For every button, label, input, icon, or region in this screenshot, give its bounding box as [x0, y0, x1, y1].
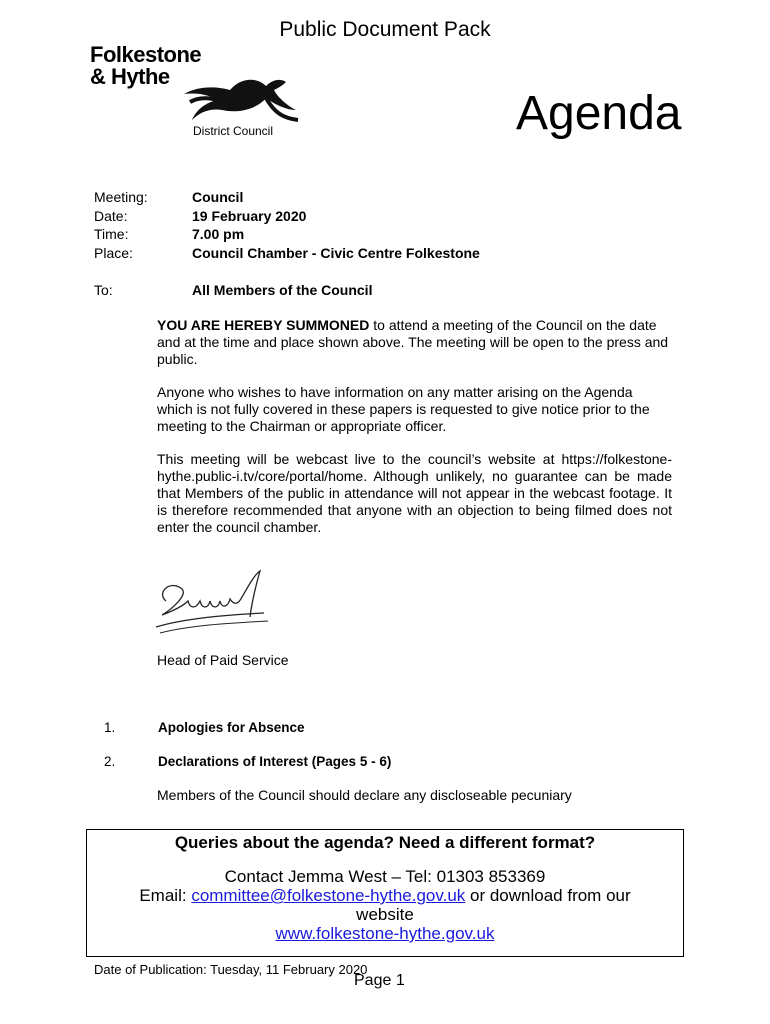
- document-pack-label: Public Document Pack: [279, 18, 491, 41]
- agenda-item: [104, 754, 391, 769]
- signatory-title: Head of Paid Service: [157, 652, 289, 668]
- summons-text: to attend a meeting of the Council on the date and at the time and place shown above. The meeting will be open to the press and public.: [157, 317, 669, 367]
- agenda-item: [104, 720, 305, 735]
- queries-box: [86, 829, 684, 957]
- website-word: website: [356, 905, 414, 924]
- item-description: Members of the Council should declare any discloseable pecuniary: [157, 787, 572, 803]
- email-prefix: Email:: [139, 886, 192, 905]
- item-title: Declarations of Interest (Pages 5 - 6): [158, 754, 392, 769]
- logo-subtitle: District Council: [193, 124, 274, 138]
- page-number: Page 1: [354, 972, 405, 989]
- email-suffix: or download from our: [465, 886, 631, 905]
- publication-date: Date of Publication: Tuesday, 11 February 2020: [94, 962, 368, 977]
- item-title: Apologies for Absence: [158, 720, 305, 735]
- email-line: [87, 886, 683, 905]
- email-link[interactable]: committee@folkestone-hythe.gov.uk: [191, 886, 466, 905]
- detail-label: Date:: [94, 207, 128, 224]
- meeting-details: [94, 188, 480, 262]
- summons-bold: YOU ARE HEREBY SUMMONED: [157, 317, 370, 333]
- detail-value: Council: [192, 189, 244, 205]
- to-label: To:: [94, 282, 113, 298]
- place-row: [94, 244, 480, 263]
- to-value: All Members of the Council: [192, 282, 373, 298]
- detail-label: Meeting:: [94, 189, 148, 205]
- queries-heading: Queries about the agenda? Need a different format?: [174, 833, 596, 852]
- detail-label: Time:: [94, 226, 129, 242]
- signature-image: [152, 565, 272, 637]
- information-paragraph: Anyone who wishes to have information on any matter arising on the Agenda which is not fully covered in these papers is requested to give notice prior to the meeting to the Chairman or appropriate officer.: [157, 384, 650, 434]
- item-number: 1.: [104, 720, 116, 735]
- detail-value: 7.00 pm: [192, 226, 245, 242]
- agenda-title: Agenda: [516, 87, 682, 140]
- date-row: [94, 207, 480, 226]
- detail-label: Place:: [94, 244, 133, 261]
- summons-paragraph: [157, 317, 672, 368]
- council-logo: [90, 44, 300, 144]
- detail-value: Council Chamber - Civic Centre Folkestone: [192, 244, 480, 261]
- recipients-row: [94, 282, 372, 298]
- detail-value: 19 February 2020: [192, 207, 307, 224]
- time-row: [94, 225, 480, 244]
- webcast-paragraph: This meeting will be webcast live to the council’s website at https://folkestone-hythe.public-i.tv/core/portal/home. Although unlikely, no guarantee can be made that Members of the public in attendance will not appear in the webcast footage. It is therefore recommended that anyone with an objection to being filmed does not enter the council chamber.: [157, 451, 672, 535]
- item-number: 2.: [104, 754, 116, 769]
- contact-line: Contact Jemma West – Tel: 01303 853369: [224, 867, 546, 886]
- meeting-row: [94, 188, 480, 207]
- logo-line-2: & Hythe: [90, 64, 170, 89]
- website-line: [87, 924, 683, 943]
- website-link[interactable]: www.folkestone-hythe.gov.uk: [275, 924, 495, 943]
- logo-line-1: Folkestone: [90, 42, 202, 67]
